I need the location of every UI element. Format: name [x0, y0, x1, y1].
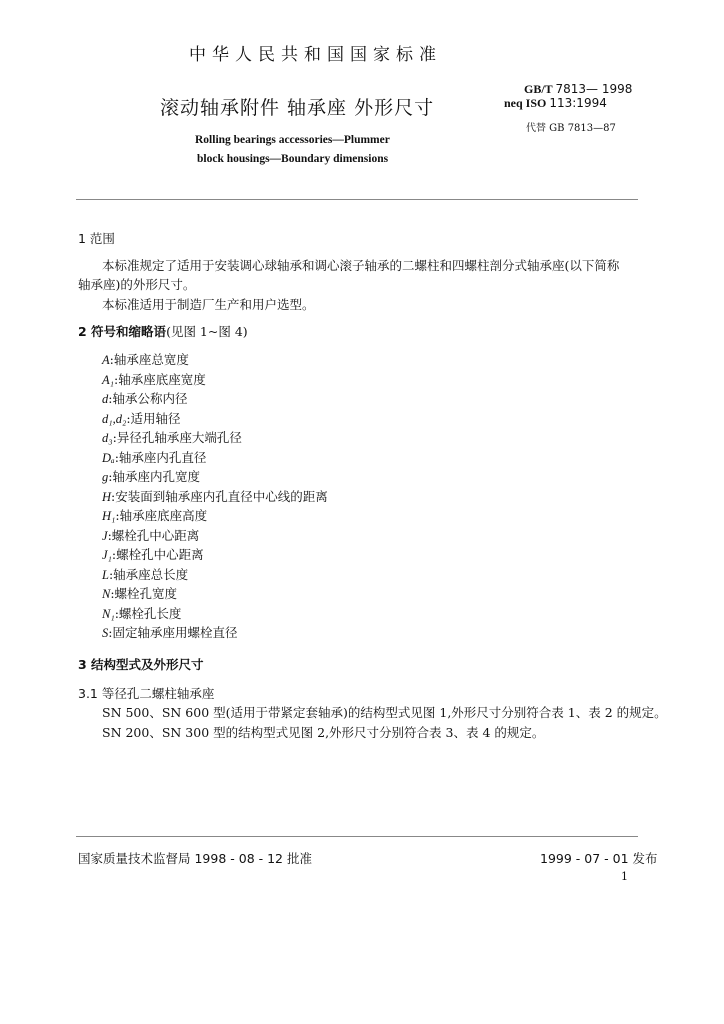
- symbol-letter: H: [102, 489, 112, 504]
- section-2-heading: 2 符号和缩略语: [78, 324, 167, 339]
- symbol-letter: d₁,d₂: [102, 411, 127, 426]
- section-2-heading-note: (见图 1~图 4): [166, 324, 248, 339]
- symbol-item: [102, 487, 328, 505]
- footer-divider: [76, 836, 638, 837]
- section-2-heading-row: [78, 322, 248, 340]
- replaces-note: 代替 GB 7813—87: [526, 123, 616, 134]
- symbol-item: [102, 545, 204, 563]
- symbol-letter: g: [102, 470, 109, 484]
- symbol-description: :适用轴径: [126, 410, 181, 426]
- symbol-letter: d₃: [102, 431, 113, 445]
- symbol-letter: J₁: [102, 548, 112, 562]
- symbol-description: :轴承座底座宽度: [113, 371, 206, 387]
- standard-code-number: 7813— 1998: [555, 82, 633, 96]
- symbol-letter: L: [102, 567, 109, 582]
- section-1-paragraph-1-line-1: 本标准规定了适用于安装调心球轴承和调心滚子轴承的二螺柱和四螺柱剖分式轴承座(以下简称: [102, 258, 620, 273]
- standard-code-prefix: GB/T: [524, 82, 553, 96]
- symbol-description: :安装面到轴承座内孔直径中心线的距离: [111, 488, 328, 504]
- symbol-item: [102, 604, 181, 622]
- symbol-letter: N: [102, 587, 111, 601]
- symbol-item: [102, 448, 206, 466]
- symbol-letter: N₁: [102, 606, 115, 621]
- implementation-date: 1999 - 07 - 01 发布: [540, 851, 658, 866]
- symbol-description: :异径孔轴承座大端孔径: [112, 430, 242, 445]
- symbol-description: :螺栓孔中心距离: [107, 527, 200, 543]
- document-title-en-line1: Rolling bearings accessories—Plummer: [195, 134, 390, 146]
- symbol-item: [102, 467, 200, 485]
- symbol-item: [102, 428, 242, 446]
- standard-code: [524, 82, 632, 97]
- equivalence-code: [504, 96, 607, 111]
- symbol-letter: H₁: [102, 509, 116, 523]
- symbol-item: [102, 389, 187, 407]
- section-3-heading: 3 结构型式及外形尺寸: [78, 657, 204, 672]
- approval-note: 国家质量技术监督局 1998 - 08 - 12 批准: [78, 851, 312, 866]
- symbol-description: :固定轴承座用螺栓直径: [108, 625, 238, 640]
- section-1-paragraph-2: 本标准适用于制造厂生产和用户选型。: [102, 297, 315, 312]
- document-title-en-line2: block housings—Boundary dimensions: [197, 153, 389, 165]
- symbol-description: :轴承座底座高度: [115, 508, 208, 523]
- section-1-heading: 1 范围: [78, 231, 115, 246]
- document-title-cn: 滚动轴承附件 轴承座 外形尺寸: [160, 97, 435, 119]
- section-3-1-heading: 3.1 等径孔二螺柱轴承座: [78, 686, 215, 701]
- symbol-item: [102, 565, 188, 583]
- equivalence-number: 113:1994: [549, 96, 607, 110]
- section-3-1-paragraph-2: SN 200、SN 300 型的结构型式见图 2,外形尺寸分别符合表 3、表 4 的规定。: [102, 725, 545, 740]
- symbol-item: [102, 526, 199, 544]
- symbol-letter: Dₐ: [102, 450, 115, 465]
- symbol-letter: J: [102, 528, 108, 543]
- symbol-item: [102, 584, 177, 602]
- equivalence-prefix: neq ISO: [504, 96, 547, 110]
- symbol-description: :螺栓孔宽度: [110, 586, 178, 601]
- standard-category-heading: 中华人民共和国国家标准: [189, 45, 442, 65]
- symbol-description: :轴承座总长度: [108, 566, 189, 582]
- section-3-1-paragraph-1: SN 500、SN 600 型(适用于带紧定套轴承)的结构型式见图 1,外形尺寸分别符合表 1、表 2 的规定。: [102, 705, 667, 720]
- symbol-letter: A₁: [102, 372, 114, 387]
- symbol-item: [102, 350, 189, 368]
- header-divider: [76, 199, 638, 200]
- page-number: 1: [621, 870, 628, 883]
- symbol-description: :轴承公称内径: [108, 391, 188, 406]
- section-1-paragraph-1-line-2: 轴承座)的外形尺寸。: [78, 277, 196, 292]
- symbol-item: [102, 623, 237, 641]
- symbol-description: :轴承座总宽度: [109, 352, 189, 367]
- symbol-letter: A: [102, 353, 110, 367]
- symbol-letter: S: [102, 626, 109, 640]
- symbol-description: :螺栓孔中心距离: [111, 547, 204, 562]
- symbol-letter: d: [102, 392, 109, 406]
- symbol-item: [102, 370, 206, 388]
- symbol-description: :轴承座内孔直径: [114, 449, 207, 465]
- symbol-description: :螺栓孔长度: [114, 605, 182, 621]
- symbol-item: [102, 409, 181, 427]
- symbol-description: :轴承座内孔宽度: [108, 469, 200, 484]
- symbol-item: [102, 506, 207, 524]
